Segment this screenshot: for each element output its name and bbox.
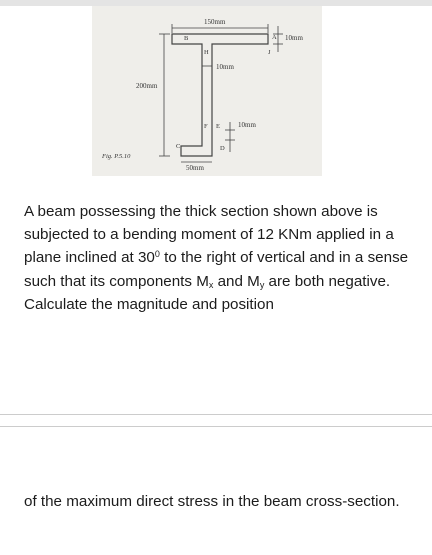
label-c: C: [176, 143, 181, 150]
dim-top-width: 150mm: [204, 18, 226, 26]
beam-section-diagram: [92, 6, 322, 176]
dim-web-thickness: 10mm: [216, 63, 234, 71]
label-h: H: [204, 49, 209, 56]
section-outline: [172, 34, 268, 156]
figure-caption: Fig. P.5.10: [102, 153, 131, 160]
label-a: A: [272, 34, 277, 41]
problem-statement: [24, 200, 416, 316]
label-e: E: [216, 123, 220, 130]
label-b: B: [184, 35, 189, 42]
dim-bottom-thickness: 10mm: [238, 121, 256, 129]
mx-subscript: x: [208, 279, 214, 290]
problem-continuation: of the maximum direct stress in the beam cross-section.: [24, 493, 400, 510]
dim-bottom-width: 50mm: [186, 164, 204, 172]
degree-superscript: 0: [154, 249, 160, 260]
beam-section-figure: [92, 6, 322, 176]
problem-text-2: to the right of vertical and in a sense such that its components M: [24, 249, 409, 290]
problem-text-4: are both negative. Calculate the magnitude and position: [24, 272, 391, 313]
label-f: F: [204, 123, 208, 130]
page-divider: [0, 414, 432, 415]
problem-text-1: A beam possessing the thick section shown above is subjected to a bending moment of 12 KNm applied in a plane inclined at 30: [24, 203, 394, 267]
dim-top-thickness: 10mm: [285, 34, 303, 42]
my-subscript: y: [259, 279, 265, 290]
page-divider: [0, 426, 432, 427]
label-d: D: [220, 145, 225, 152]
dim-height: 200mm: [136, 82, 158, 90]
problem-text-3: and M: [213, 272, 260, 290]
label-j: J: [268, 49, 271, 56]
